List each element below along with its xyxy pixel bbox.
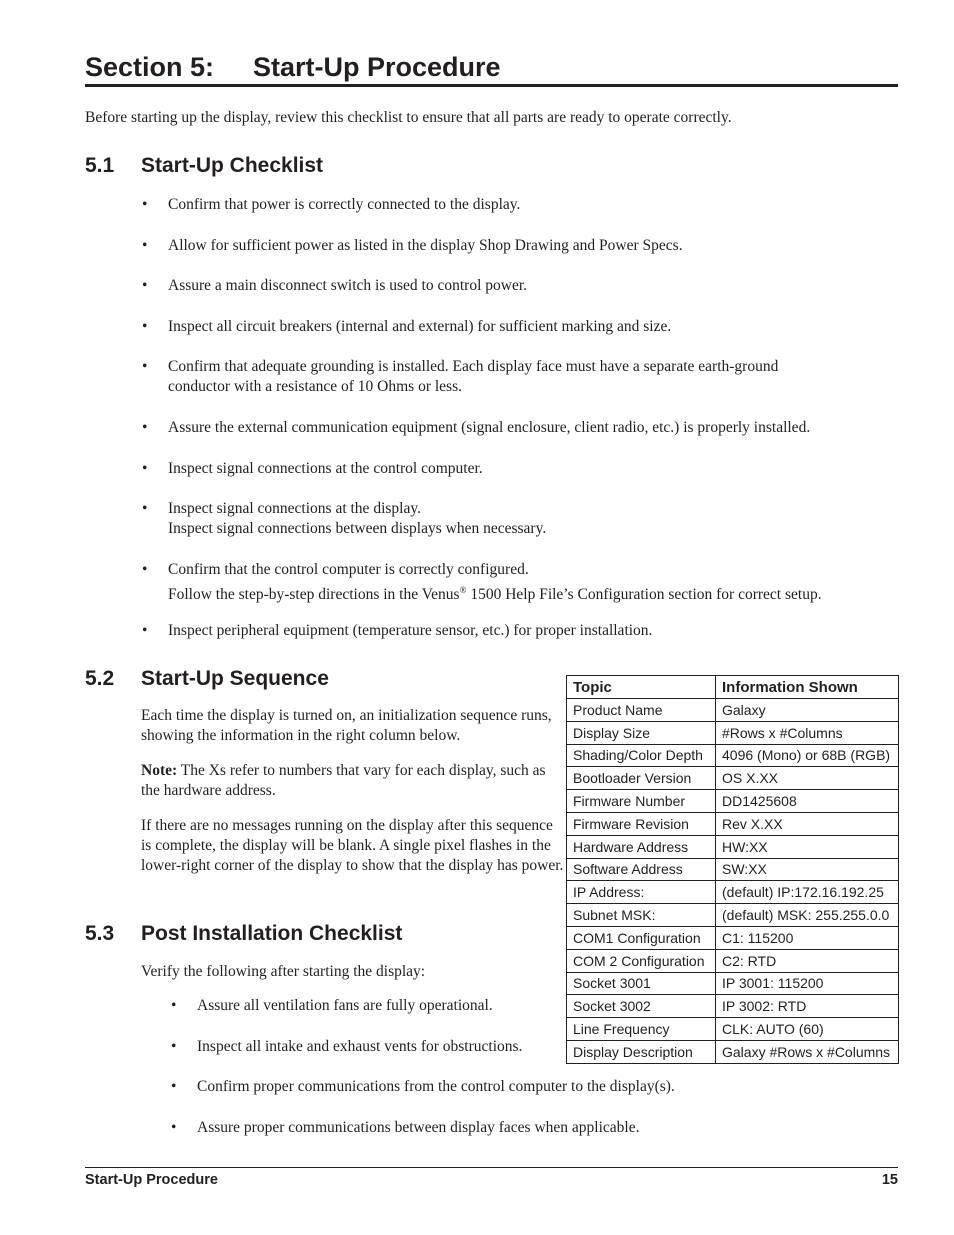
cell-info: C2: RTD (716, 949, 899, 972)
table-row (567, 1018, 899, 1041)
table-row (567, 699, 899, 722)
cell-info: IP 3001: 115200 (716, 972, 899, 995)
table-row (567, 812, 899, 835)
list-item: • Allow for sufficient power as listed in the display Shop Drawing and Power Specs. (142, 237, 683, 254)
table-row (567, 1040, 899, 1063)
table-row (567, 904, 899, 927)
table-row (567, 835, 899, 858)
cell-info: CLK: AUTO (60) (716, 1018, 899, 1041)
table-row (567, 721, 899, 744)
cell-info: IP 3002: RTD (716, 995, 899, 1018)
list-item: • Inspect all intake and exhaust vents for obstructions. (171, 1038, 523, 1055)
footer-title: Start-Up Procedure (85, 1172, 218, 1188)
note-paragraph: Note: The Xs refer to numbers that vary for each display, such as the hardware address. (141, 762, 546, 799)
cell-info: 4096 (Mono) or 68B (RGB) (716, 744, 899, 767)
table-row (567, 972, 899, 995)
heading-5-2: 5.2 Start-Up Sequence (85, 667, 329, 690)
cell-topic: Product Name (567, 699, 716, 722)
heading-5-3: 5.3 Post Installation Checklist (85, 922, 403, 945)
cell-info: HW:XX (716, 835, 899, 858)
post-install-lead: Verify the following after starting the display: (141, 963, 426, 980)
list-item: • Inspect all circuit breakers (internal and external) for sufficient marking and size. (142, 318, 672, 335)
cell-topic: Line Frequency (567, 1018, 716, 1041)
section-number: Section 5: (85, 52, 215, 82)
list-item: • Assure a main disconnect switch is used to control power. (142, 277, 528, 294)
list-item: • Confirm that adequate grounding is installed. Each display face must have a separate earth-ground conductor with a resistance of 10 Ohms or less. (142, 358, 779, 395)
table-row (567, 767, 899, 790)
table-row (567, 881, 899, 904)
table-row (567, 995, 899, 1018)
cell-info: (default) MSK: 255.255.0.0 (716, 904, 899, 927)
cell-info: Rev X.XX (716, 812, 899, 835)
section-heading: Start-Up Procedure (253, 52, 501, 82)
column-header-info: Information Shown (716, 676, 899, 699)
cell-topic: COM 2 Configuration (567, 949, 716, 972)
section-title (85, 50, 898, 87)
list-item: • Inspect signal connections at the display. Inspect signal connections between displays when necessary. (142, 500, 547, 537)
list-item: • Inspect peripheral equipment (temperature sensor, etc.) for proper installation. (142, 622, 653, 639)
intro-paragraph: Before starting up the display, review this checklist to ensure that all parts are ready to operate correctly. (85, 109, 732, 126)
table-row (567, 790, 899, 813)
cell-topic: Display Description (567, 1040, 716, 1063)
cell-topic: Socket 3002 (567, 995, 716, 1018)
table-row (567, 858, 899, 881)
table-row (567, 744, 899, 767)
sequence-paragraph: Each time the display is turned on, an initialization sequence runs, showing the information in the right column below. (141, 707, 552, 744)
cell-info: (default) IP:172.16.192.25 (716, 881, 899, 904)
cell-topic: Firmware Revision (567, 812, 716, 835)
list-item: • Assure proper communications between display faces when applicable. (171, 1119, 640, 1136)
page-number: 15 (881, 1172, 898, 1188)
list-item: • Assure all ventilation fans are fully operational. (171, 997, 493, 1014)
table-row (567, 926, 899, 949)
cell-info: Galaxy (716, 699, 899, 722)
list-item: • Assure the external communication equipment (signal enclosure, client radio, etc.) is properly installed. (142, 419, 811, 436)
cell-topic: Display Size (567, 721, 716, 744)
cell-topic: Bootloader Version (567, 767, 716, 790)
column-header-topic: Topic (567, 676, 716, 699)
cell-info: OS X.XX (716, 767, 899, 790)
list-item: • Confirm that the control computer is correctly configured. Follow the step-by-step directions in the Venus® 1500 Help File’s Configuration section for correct setup. (142, 561, 822, 604)
cell-topic: Shading/Color Depth (567, 744, 716, 767)
cell-info: #Rows x #Columns (716, 721, 899, 744)
list-item: • Inspect signal connections at the control computer. (142, 460, 483, 477)
table-row (567, 949, 899, 972)
cell-info: Galaxy #Rows x #Columns (716, 1040, 899, 1063)
startup-sequence-table (566, 675, 899, 1064)
cell-info: SW:XX (716, 858, 899, 881)
blank-display-paragraph: If there are no messages running on the display after this sequence is complete, the display will be blank. A single pixel flashes in the lower-right corner of the display to show that the display has power. (141, 817, 564, 874)
list-item: • Confirm that power is correctly connected to the display. (142, 196, 521, 213)
cell-topic: Hardware Address (567, 835, 716, 858)
cell-info: C1: 115200 (716, 926, 899, 949)
heading-5-1: 5.1 Start-Up Checklist (85, 154, 324, 177)
cell-topic: Subnet MSK: (567, 904, 716, 927)
cell-topic: Software Address (567, 858, 716, 881)
page-footer (85, 1167, 898, 1188)
list-item: • Confirm proper communications from the control computer to the display(s). (171, 1078, 675, 1095)
cell-topic: IP Address: (567, 881, 716, 904)
cell-topic: Socket 3001 (567, 972, 716, 995)
cell-info: DD1425608 (716, 790, 899, 813)
cell-topic: Firmware Number (567, 790, 716, 813)
cell-topic: COM1 Configuration (567, 926, 716, 949)
table-header-row (567, 676, 899, 699)
